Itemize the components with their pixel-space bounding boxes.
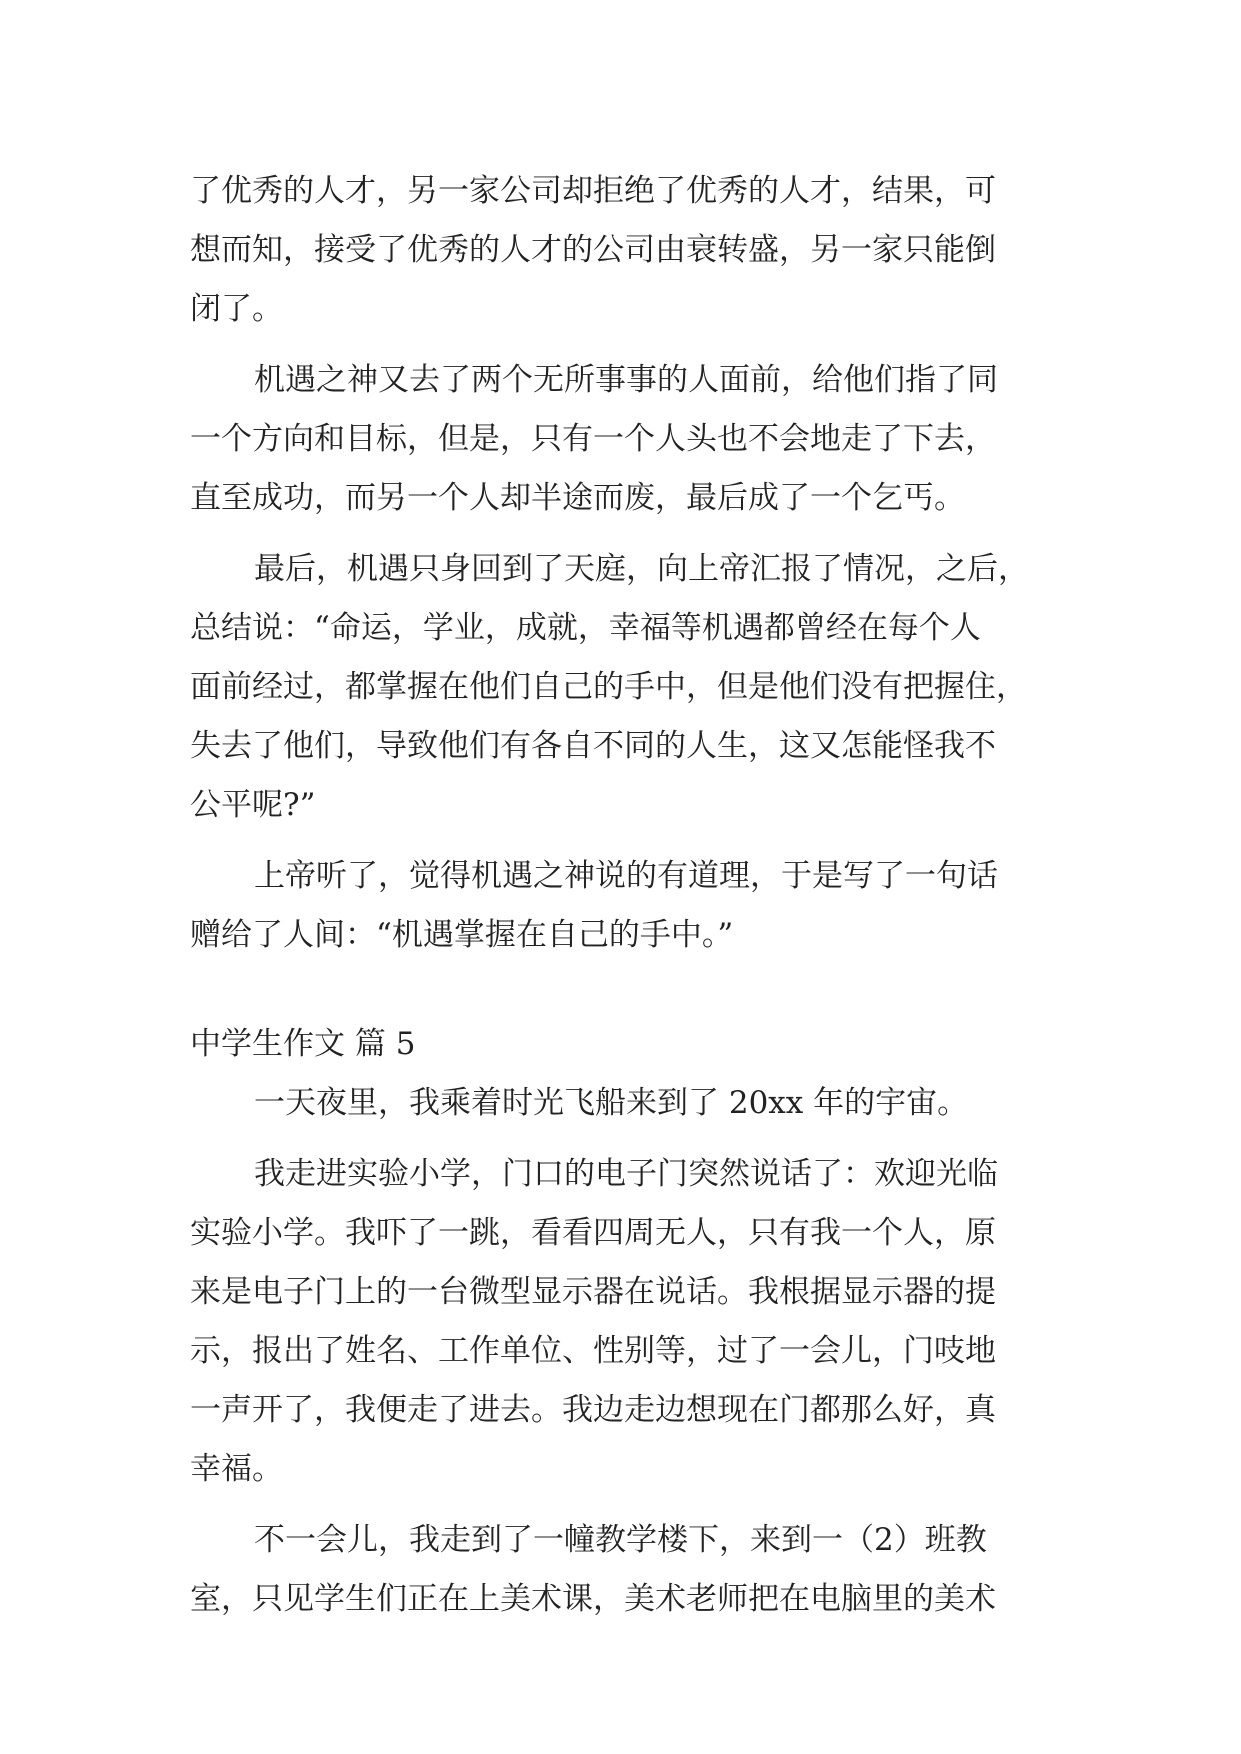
text-line: 来是电子门上的一台微型显示器在说话。我根据显示器的提 — [190, 1274, 996, 1310]
document-body — [190, 162, 1050, 1629]
text-line: 面前经过，都掌握在他们自己的手中，但是他们没有把握住， — [190, 669, 1027, 705]
text-line: 示，报出了姓名、工作单位、性别等，过了一会儿，门吱地 — [190, 1333, 996, 1369]
text-line: 机遇之神又去了两个无所事事的人面前，给他们指了同 — [254, 362, 998, 398]
text-line: 公平呢?” — [190, 787, 316, 823]
section-heading: 中学生作文 篇 5 — [190, 1026, 416, 1062]
text-line: 上帝听了，觉得机遇之神说的有道理，于是写了一句话 — [254, 858, 998, 894]
text-line: 我走进实验小学，门口的电子门突然说话了：欢迎光临 — [254, 1156, 998, 1192]
text-line: 一声开了，我便走了进去。我边走边想现在门都那么好，真 — [190, 1392, 996, 1428]
text-line: 闭了。 — [190, 291, 283, 327]
text-line: 实验小学。我吓了一跳，看看四周无人，只有我一个人，原 — [190, 1215, 996, 1251]
paragraph — [190, 1074, 1050, 1133]
text-line: 了优秀的人才，另一家公司却拒绝了优秀的人才，结果，可 — [190, 173, 996, 209]
text-line: 赠给了人间：“机遇掌握在自己的手中。” — [190, 917, 734, 953]
paragraph — [190, 540, 1050, 835]
text-line: 一个方向和目标，但是，只有一个人头也不会地走了下去， — [190, 421, 996, 457]
text-line: 一天夜里，我乘着时光飞船来到了 20xx 年的宇宙。 — [254, 1085, 969, 1121]
text-line: 幸福。 — [190, 1451, 283, 1487]
paragraph — [190, 847, 1050, 965]
text-line: 室，只见学生们正在上美术课，美术老师把在电脑里的美术 — [190, 1581, 996, 1617]
paragraph — [190, 1145, 1050, 1499]
text-line: 想而知，接受了优秀的人才的公司由衰转盛，另一家只能倒 — [190, 232, 996, 268]
paragraph — [190, 162, 1050, 339]
paragraph — [190, 1511, 1050, 1629]
text-line: 总结说：“命运，学业，成就，幸福等机遇都曾经在每个人 — [190, 610, 981, 646]
text-line: 不一会儿，我走到了一幢教学楼下，来到一（2）班教 — [254, 1522, 987, 1558]
text-line: 最后，机遇只身回到了天庭，向上帝汇报了情况，之后， — [254, 551, 1029, 587]
text-line: 失去了他们，导致他们有各自不同的人生，这又怎能怪我不 — [190, 728, 996, 764]
text-line: 直至成功，而另一个人却半途而废，最后成了一个乞丐。 — [190, 480, 965, 516]
paragraph — [190, 351, 1050, 528]
